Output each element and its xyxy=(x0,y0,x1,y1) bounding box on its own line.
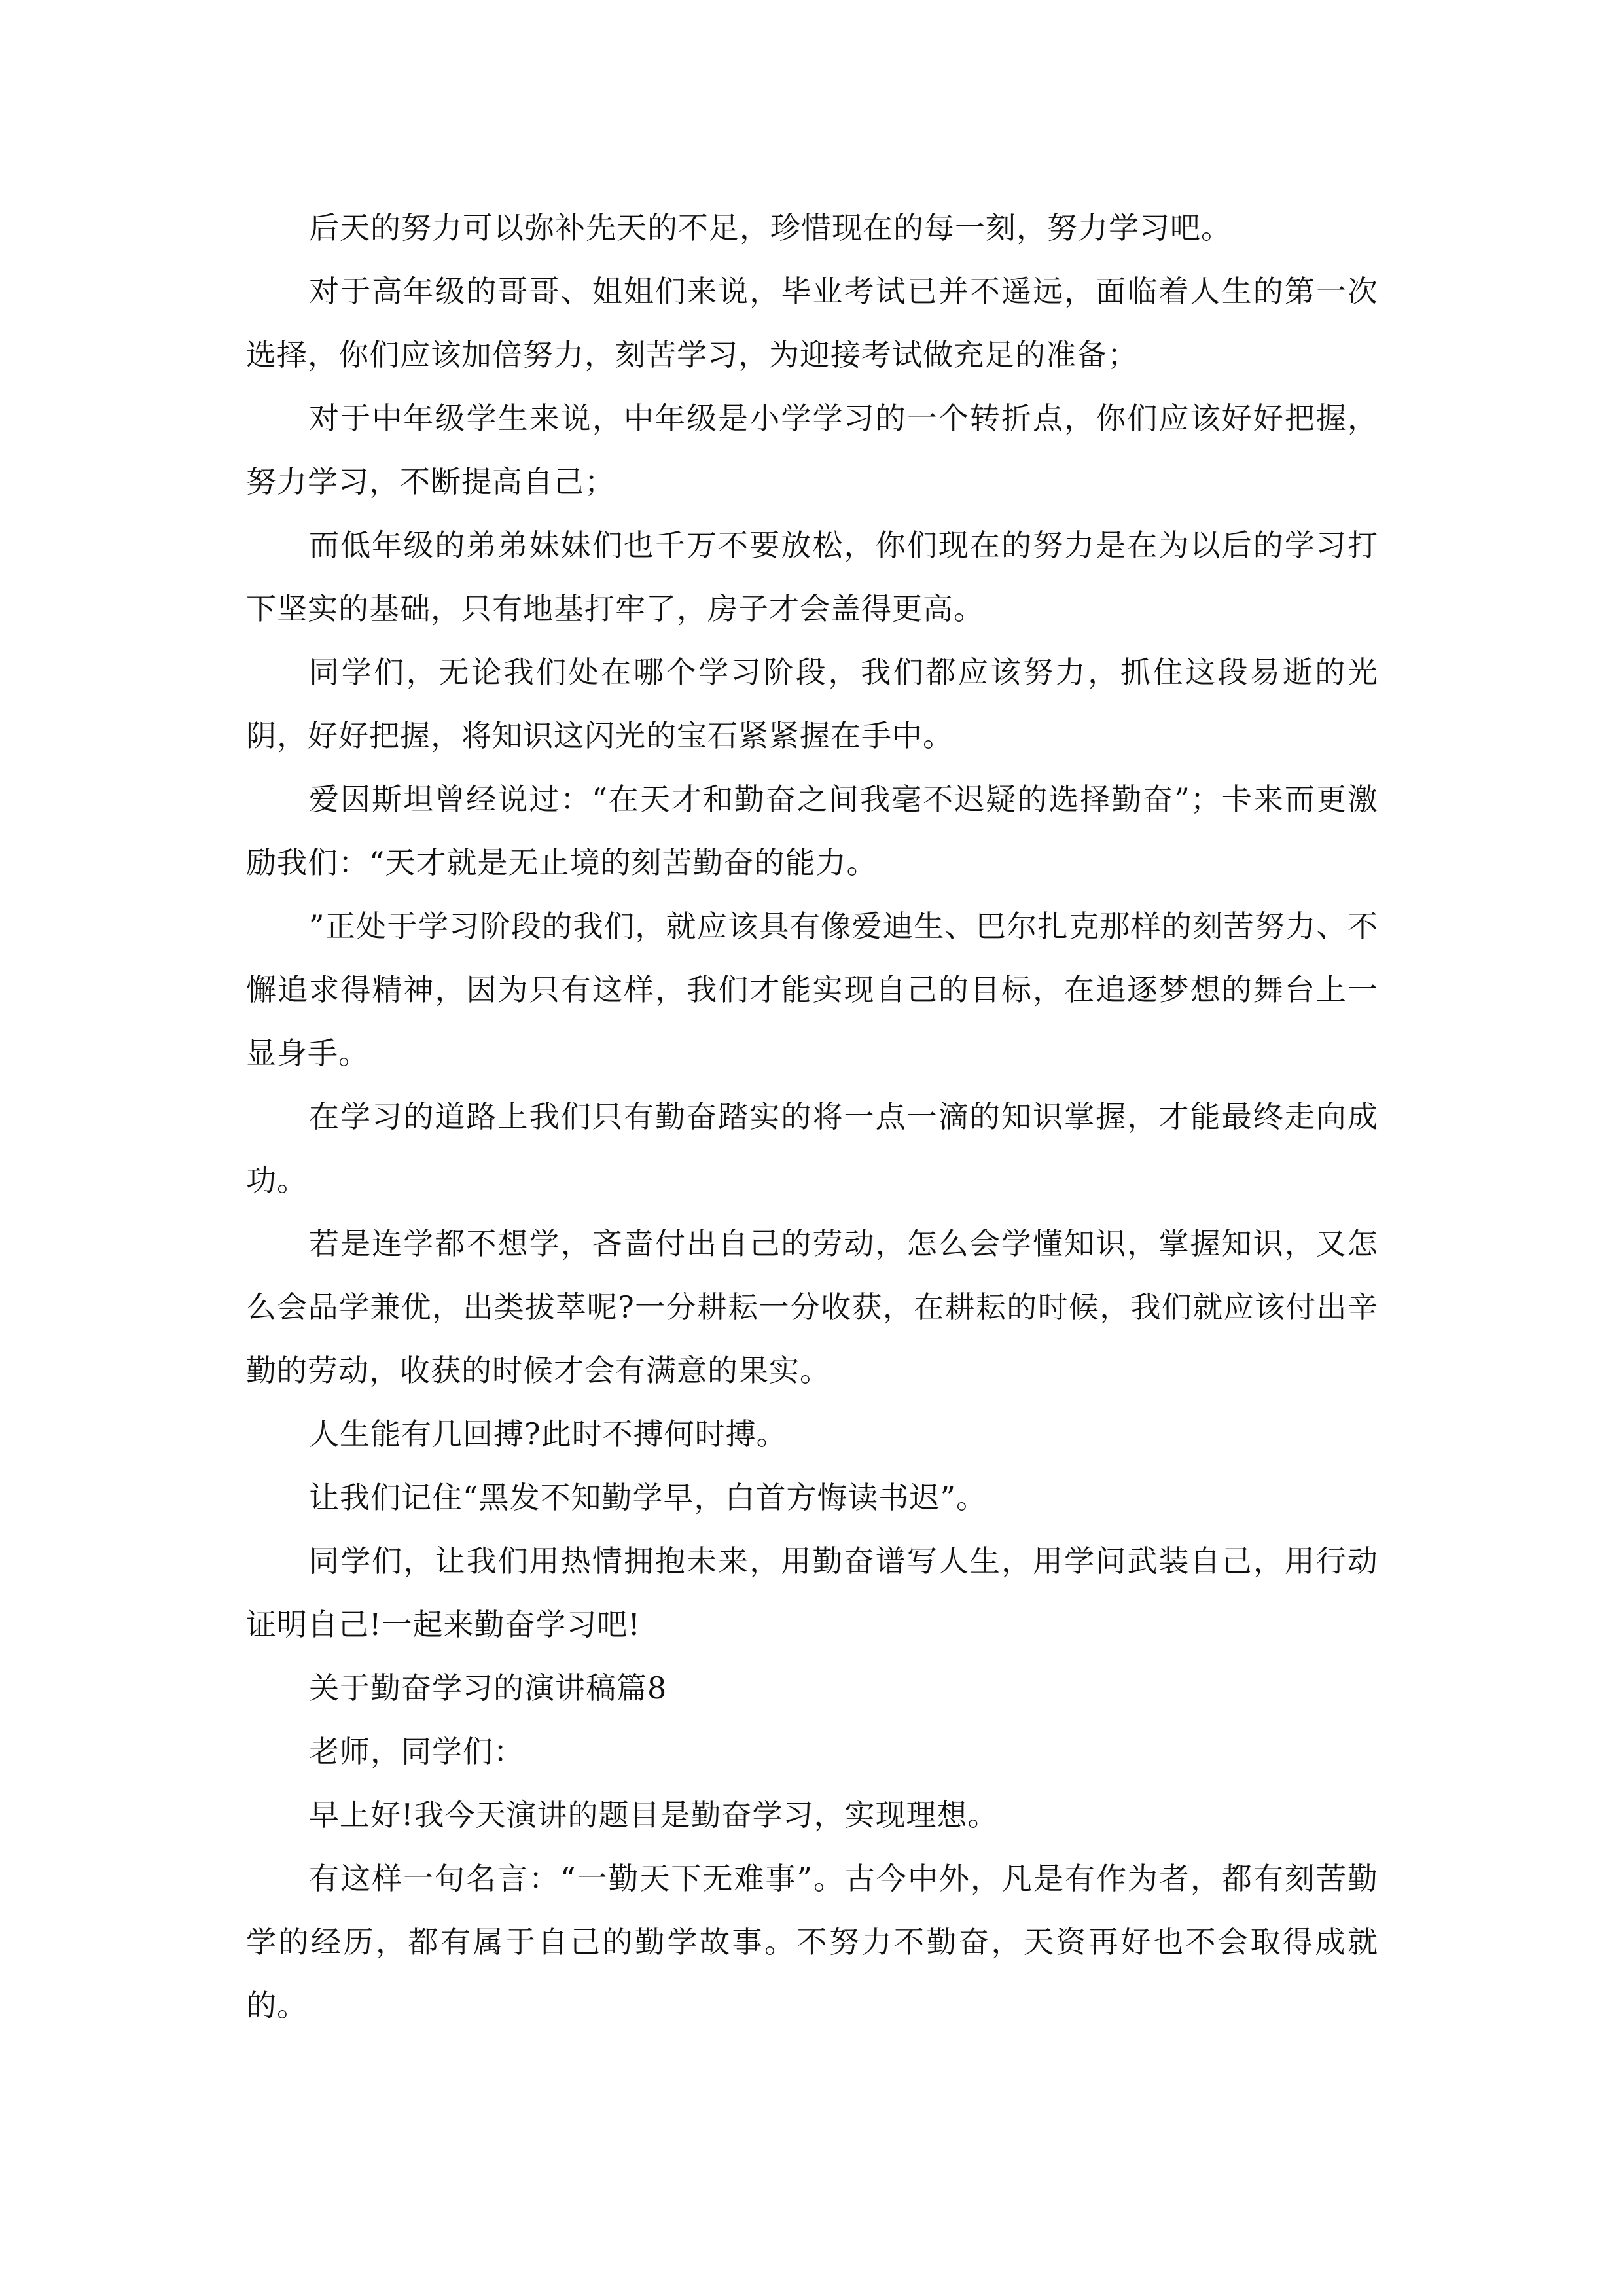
salutation: 老师，同学们： xyxy=(309,1734,524,1769)
paragraph-11: 让我们记住“黑发不知勤学早，白首方悔读书迟”。 xyxy=(309,1480,988,1515)
paragraph-12: 同学们，让我们用热情拥抱未来，用勤奋谱写人生，用学问武装自己，用行动证明自己!一起来勤奋学习吧! xyxy=(246,1543,1378,1642)
paragraph-15: 早上好!我今天演讲的题目是勤奋学习，实现理想。 xyxy=(309,1797,999,1833)
paragraph-7: ”正处于学习阶段的我们，就应该具有像爱迪生、巴尔扎克那样的刻苦努力、不懈追求得精神，因为只有这样，我们才能实现自己的目标，在追逐梦想的舞台上一显身手。 xyxy=(246,908,1378,1071)
paragraph-16: 有这样一句名言：“一勤天下无难事”。古今中外，凡是有作为者，都有刻苦勤学的经历，都有属于自己的勤学故事。不努力不勤奋，天资再好也不会取得成就的。 xyxy=(246,1861,1378,2023)
paragraph-3: 对于中年级学生来说，中年级是小学学习的一个转折点，你们应该好好把握，努力学习，不断提高自己； xyxy=(246,401,1378,499)
paragraph-5: 同学们，无论我们处在哪个学习阶段，我们都应该努力，抓住这段易逝的光阴，好好把握，将知识这闪光的宝石紧紧握在手中。 xyxy=(246,655,1378,753)
paragraph-9: 若是连学都不想学，吝啬付出自己的劳动，怎么会学懂知识，掌握知识，又怎么会品学兼优，出类拔萃呢?一分耕耘一分收获，在耕耘的时候，我们就应该付出辛勤的劳动，收获的时候才会有满意的果实。 xyxy=(246,1226,1378,1388)
paragraph-2: 对于高年级的哥哥、姐姐们来说，毕业考试已并不遥远，面临着人生的第一次选择，你们应该加倍努力，刻苦学习，为迎接考试做充足的准备； xyxy=(246,274,1378,372)
paragraph-6: 爱因斯坦曾经说过：“在天才和勤奋之间我毫不迟疑的选择勤奋”；卡来而更激励我们：“天才就是无止境的刻苦勤奋的能力。 xyxy=(246,781,1378,880)
paragraph-8: 在学习的道路上我们只有勤奋踏实的将一点一滴的知识掌握，才能最终走向成功。 xyxy=(246,1099,1378,1198)
paragraph-1: 后天的努力可以弥补先天的不足，珍惜现在的每一刻，努力学习吧。 xyxy=(309,210,1232,245)
section-heading: 关于勤奋学习的演讲稿篇8 xyxy=(309,1670,668,1706)
paragraph-10: 人生能有几回搏?此时不搏何时搏。 xyxy=(309,1416,787,1452)
document-page xyxy=(246,196,1378,2094)
paragraph-4: 而低年级的弟弟妹妹们也千万不要放松，你们现在的努力是在为以后的学习打下坚实的基础，只有地基打牢了，房子才会盖得更高。 xyxy=(246,528,1378,626)
